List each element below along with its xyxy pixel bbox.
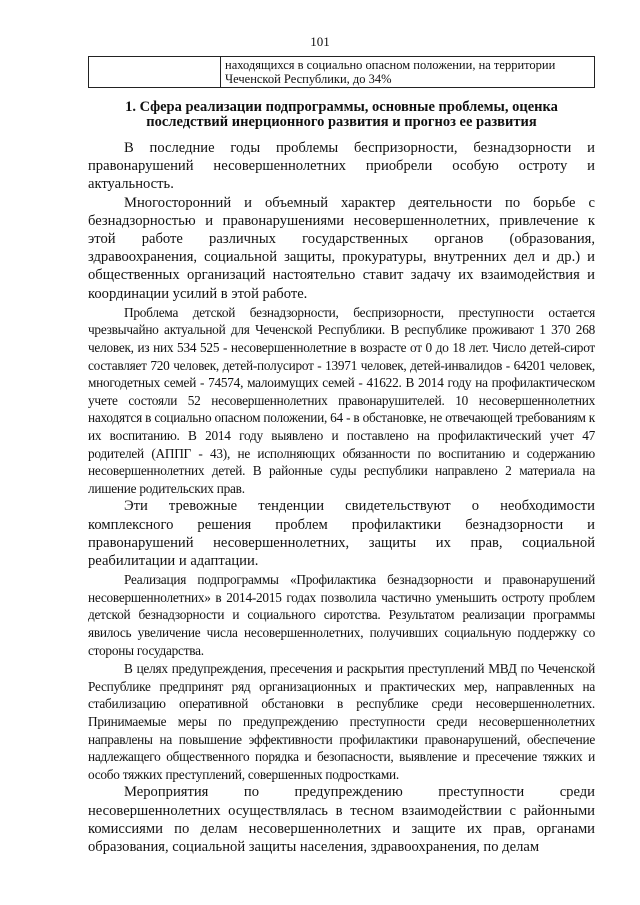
continuation-table — [88, 56, 595, 88]
table-row — [89, 57, 595, 88]
paragraph-4: Эти тревожные тенденции свидетельствуют о необходимости комплексного решения проблем профилактики безнадзорности и правонарушений несовершеннолетних, защиты их прав, социальной реабилитации и адаптации. — [88, 498, 595, 569]
page-number: 101 — [310, 34, 330, 49]
table-cell-text: находящихся в социально опасном положении, на территории Чеченской Республики, до 34% — [221, 57, 595, 88]
section-heading: 1. Сфера реализации подпрограммы, основные проблемы, оценка последствий инерционного развития и прогноз ее развития — [125, 99, 558, 130]
table-cell-empty — [89, 57, 221, 88]
paragraph-5: Реализация подпрограммы «Профилактика безнадзорности и правонарушений несовершеннолетних» в 2014-2015 годах позволила частично уменьшить остроту проблем детской безнадзорности и социального сиротства. Результатом реализации программы явилось увеличение числа несовершеннолетних, получивших социальную поддержку со стороны государства. — [88, 572, 595, 658]
paragraph-2: Многосторонний и объемный характер деятельности по борьбе с безнадзорностью и правонарушениями несовершеннолетних, привлечение к этой работе различных государственных органов (образования, здравоохранения, социальной защиты, прокуратуры, внутренних дел и др.) и общественных организаций настоятельно ставит задачу их взаимодействия и координации усилий в этой работе. — [88, 194, 595, 302]
paragraph-1: В последние годы проблемы беспризорности, безнадзорности и правонарушений несовершеннолетних приобрели особую остроту и актуальность. — [88, 140, 595, 193]
paragraph-3: Проблема детской безнадзорности, беспризорности, преступности остается чрезвычайно актуальной для Чеченской Республики. В республике проживают 1 370 268 человек, из них 534 525 - несовершеннолетние в возрасте от 0 до 18 лет. Число детей-сирот составляет 720 человек, детей-полусирот - 13971 человек, детей-инвалидов - 64201 человек, многодетных семей - 74574, малоимущих семей - 41622. В 2014 году на профилактическом учете состояли 52 несовершеннолетних правонарушителей. 10 несовершеннолетних находятся в социально опасном положении, 64 - в обстановке, не отвечающей требованиям к их воспитанию. В 2014 году выявлено и поставлено на профилактический учет 47 родителей (АППГ - 43), не исполняющих обязанности по воспитанию и содержанию несовершеннолетних детей. В районные суды республики направлено 2 материала на лишение родительских прав. — [88, 304, 595, 496]
paragraph-6: В целях предупреждения, пресечения и раскрытия преступлений МВД по Чеченской Республике предпринят ряд организационных и практических мер, направленных на стабилизацию оперативной обстановки в республике среди несовершеннолетних. Принимаемые меры по предупреждению преступности среди несовершеннолетних направлены на повышение эффективности профилактики правонарушений, обеспечение надлежащего общественного порядка и безопасности, выявление и пресечение тяжких и особо тяжких преступлений, совершенных подростками. — [88, 661, 595, 782]
paragraph-7: Мероприятия по предупреждению преступности среди несовершеннолетних осуществлялась в тесном взаимодействии с районными комиссиями по делам несовершеннолетних и защите их прав, органами образования, социальной защиты населения, здравоохранения, по делам — [88, 784, 595, 855]
body-text — [88, 139, 595, 856]
